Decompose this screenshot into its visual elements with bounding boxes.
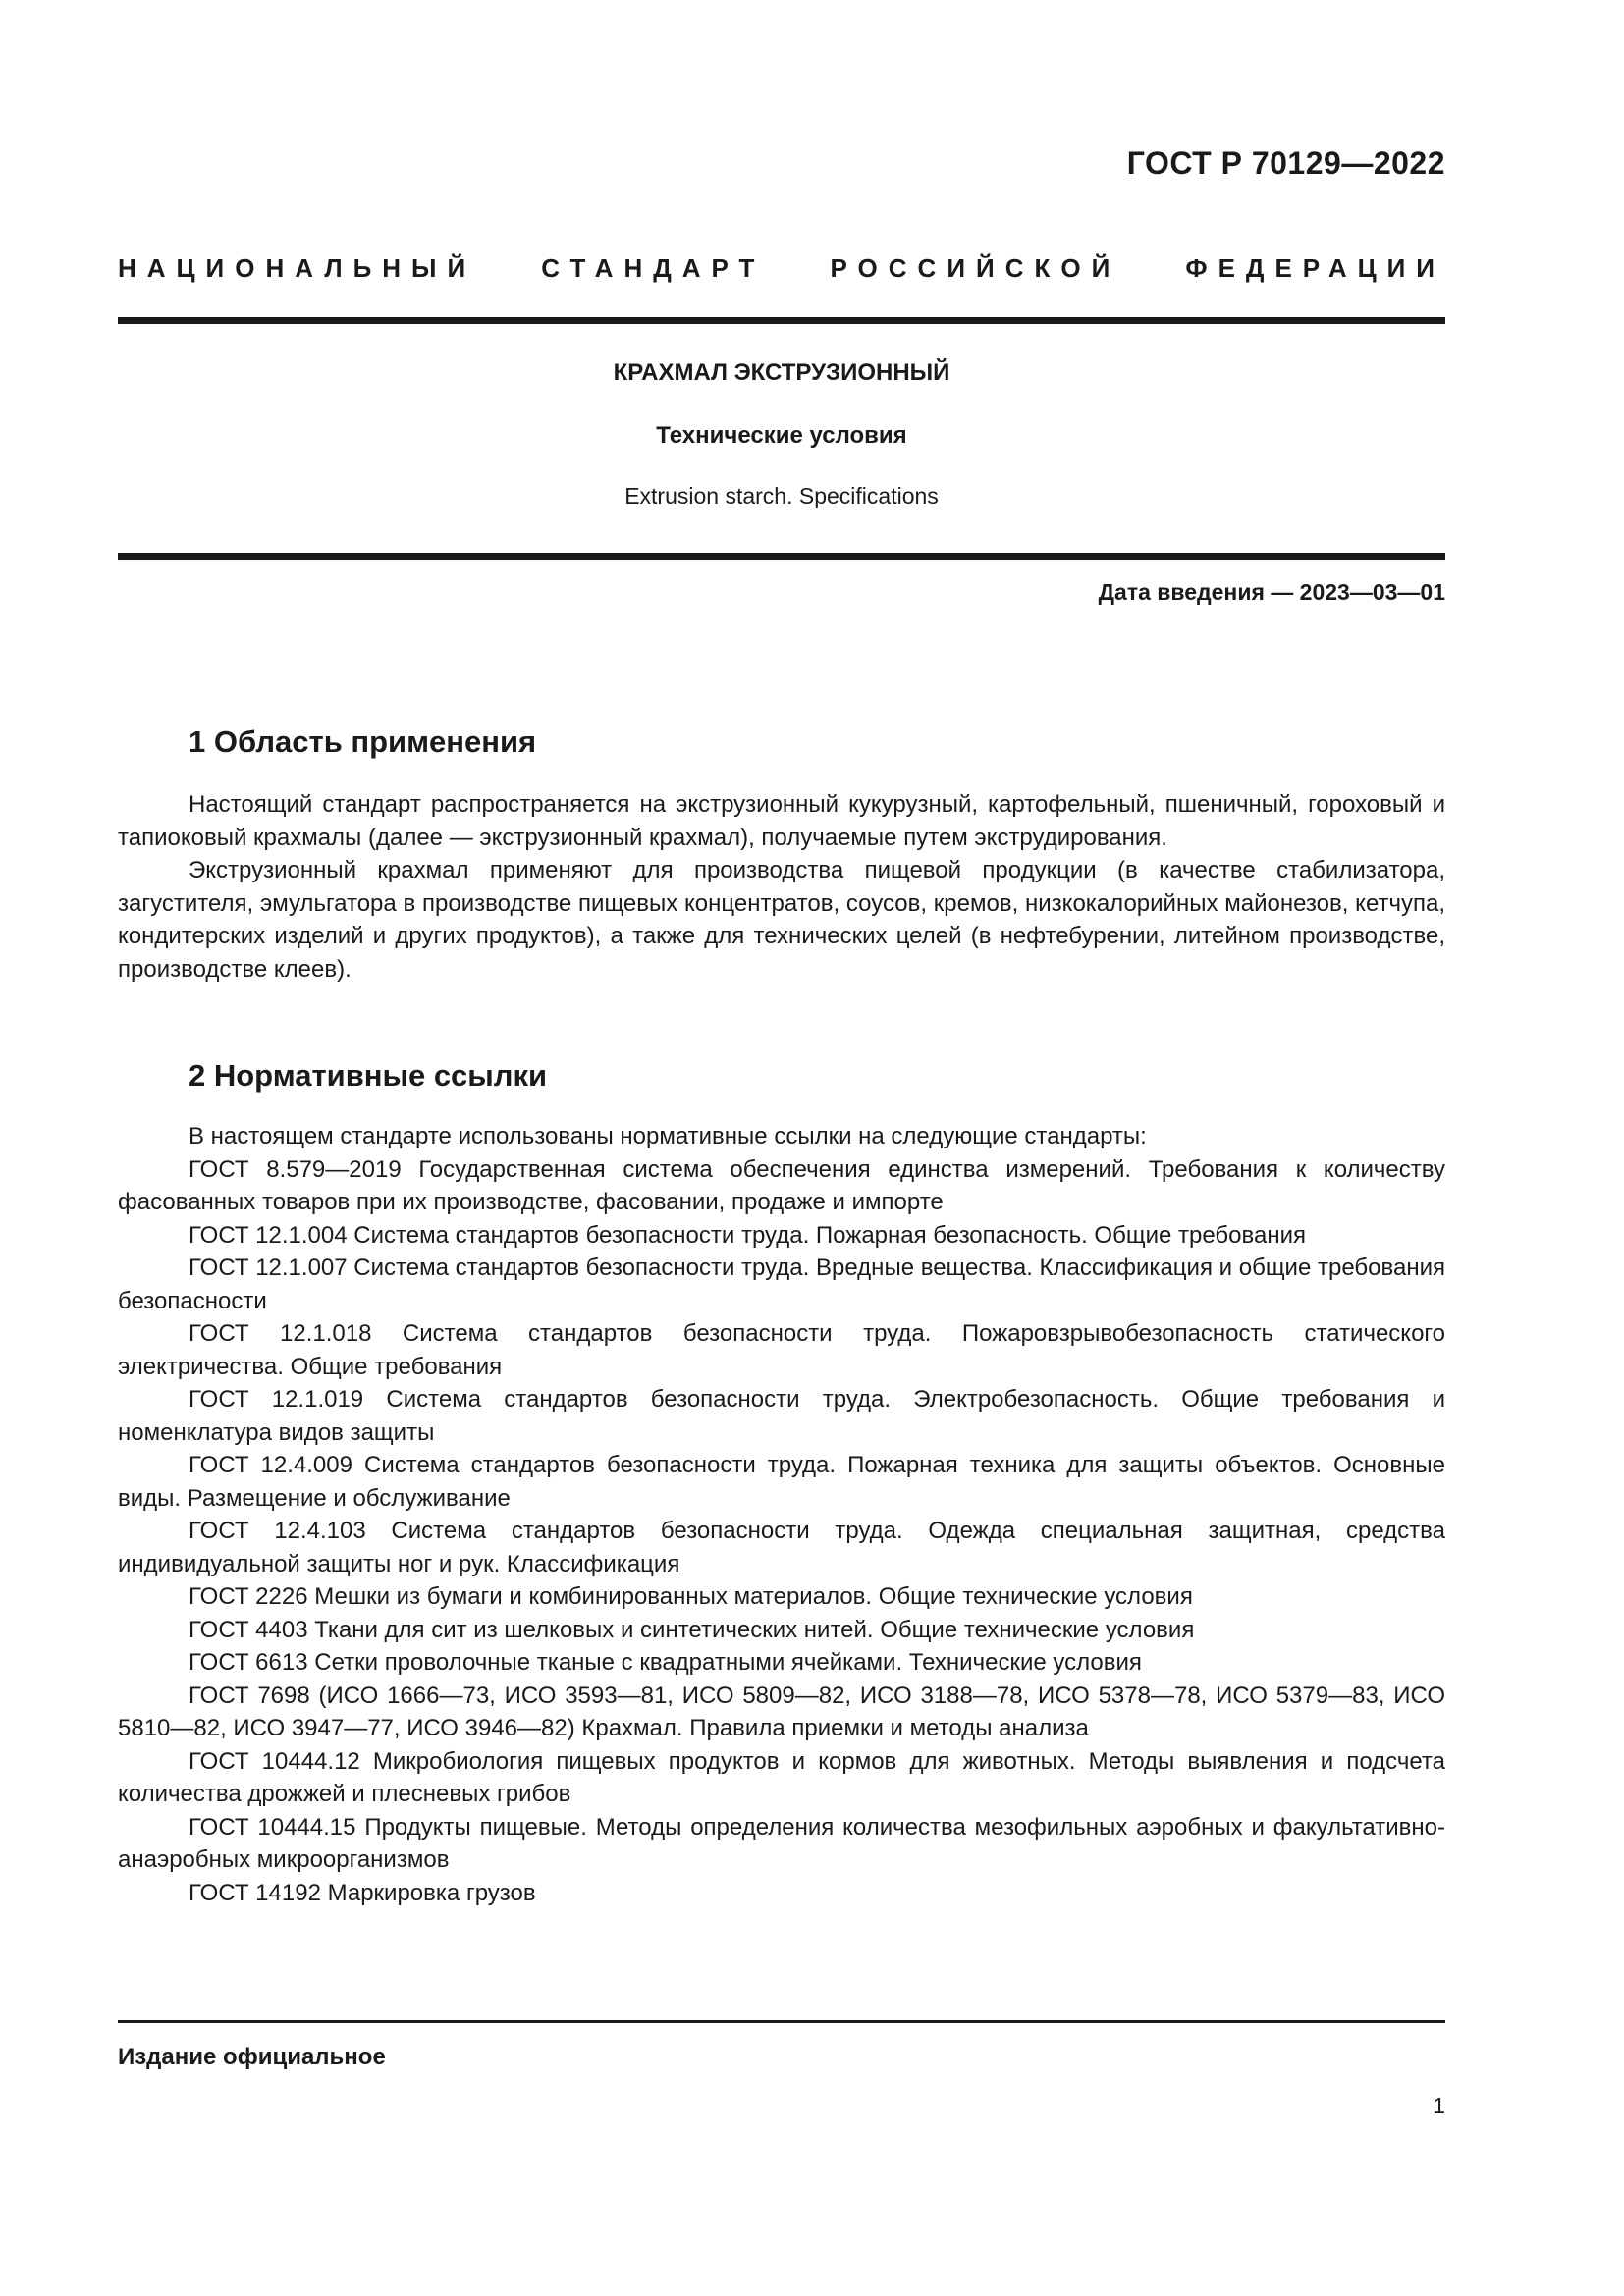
reference-item: ГОСТ 12.1.019 Система стандартов безопасности труда. Электробезопасность. Общие требования и номенклатура видов защиты (118, 1386, 1445, 1446)
reference-item: ГОСТ 14192 Маркировка грузов (189, 1879, 536, 1906)
title-divider (118, 553, 1445, 560)
section-body-normative-references (118, 1120, 1445, 1909)
page-number: 1 (1433, 2093, 1445, 2118)
reference-item: ГОСТ 12.4.009 Система стандартов безопасности труда. Пожарная техника для защиты объектов. Основные виды. Размещение и обслуживание (118, 1452, 1445, 1512)
introduction-date: Дата введения — 2023—03—01 (1098, 579, 1445, 605)
footer-divider (118, 2020, 1445, 2023)
reference-item: ГОСТ 12.1.007 Система стандартов безопасности труда. Вредные вещества. Классификация и общие требования безопасности (118, 1255, 1445, 1314)
section-heading-scope: 1 Область применения (189, 724, 537, 759)
paragraph: В настоящем стандарте использованы нормативные ссылки на следующие стандарты: (189, 1123, 1147, 1149)
document-title: КРАХМАЛ ЭКСТРУЗИОННЫЙ (613, 359, 950, 386)
reference-item: ГОСТ 10444.15 Продукты пищевые. Методы определения количества мезофильных аэробных и факультативно-анаэробных микроорганизмов (118, 1813, 1445, 1873)
national-standard-banner: НАЦИОНАЛЬНЫЙ СТАНДАРТ РОССИЙСКОЙ ФЕДЕРАЦИИ (118, 253, 1445, 283)
reference-item: ГОСТ 8.579—2019 Государственная система обеспечения единства измерений. Требования к количеству фасованных товаров при их производстве, фасовании, продаже и импорте (118, 1155, 1445, 1215)
reference-item: ГОСТ 10444.12 Микробиология пищевых продуктов и кормов для животных. Методы выявления и подсчета количества дрожжей и плесневых грибов (118, 1747, 1445, 1807)
section-heading-normative-references: 2 Нормативные ссылки (189, 1058, 548, 1093)
reference-item: ГОСТ 12.4.103 Система стандартов безопасности труда. Одежда специальная защитная, средства индивидуальной защиты ног и рук. Классификация (118, 1518, 1445, 1577)
reference-item: ГОСТ 2226 Мешки из бумаги и комбинированных материалов. Общие технические условия (189, 1583, 1193, 1610)
header-divider (118, 317, 1445, 324)
reference-item: ГОСТ 12.1.018 Система стандартов безопасности труда. Пожаровзрывобезопасность статического электричества. Общие требования (118, 1320, 1445, 1380)
reference-item: ГОСТ 12.1.004 Система стандартов безопасности труда. Пожарная безопасность. Общие требования (189, 1221, 1307, 1249)
reference-item: ГОСТ 6613 Сетки проволочные тканые с квадратными ячейками. Технические условия (189, 1649, 1142, 1676)
paragraph: Настоящий стандарт распространяется на экструзионный кукурузный, картофельный, пшеничный, гороховый и тапиоковый крахмалы (далее — экструзионный крахмал), получаемые путем экструдирования. (118, 791, 1445, 851)
official-edition-label: Издание официальное (118, 2044, 386, 2070)
paragraph: Экструзионный крахмал применяют для производства пищевой продукции (в качестве стабилизатора, загустителя, эмульгатора в производстве пищевых концентратов, соусов, кремов, низкокалорийных майонезов, кетчупа, кондитерских изделий и других продуктов), а также для технических целей (в нефтебурении, литейном производстве, производстве клеев). (118, 857, 1445, 983)
english-title: Extrusion starch. Specifications (624, 483, 939, 508)
reference-item: ГОСТ 4403 Ткани для сит из шелковых и синтетических нитей. Общие технические условия (189, 1616, 1195, 1643)
section-body-scope (118, 788, 1445, 986)
reference-item: ГОСТ 7698 (ИСО 1666—73, ИСО 3593—81, ИСО 5809—82, ИСО 3188—78, ИСО 5378—78, ИСО 5379—83, ИСО 5810—82, ИСО 3947—77, ИСО 3946—82) Крахмал. Правила приемки и методы анализа (118, 1682, 1445, 1741)
document-subtitle: Технические условия (656, 422, 907, 449)
document-number: ГОСТ Р 70129—2022 (1126, 145, 1445, 181)
